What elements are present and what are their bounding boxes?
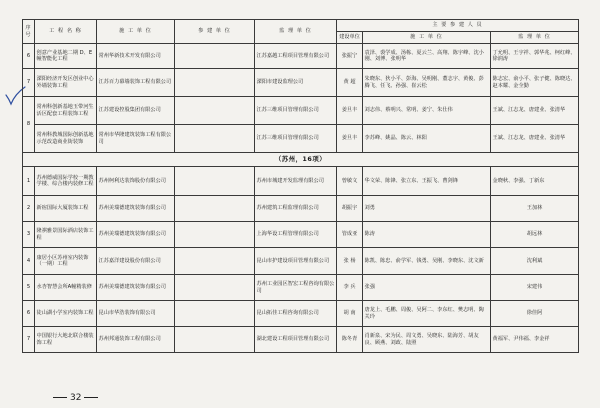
- row-project: 中国银行大地北联合楼装饰工程: [35, 327, 97, 353]
- row-builder: 苏州柯利达装饰股份有限公司: [97, 167, 175, 196]
- row-project: 隆祺雅景国际酒店装饰工程: [35, 222, 97, 248]
- row-project: 水杏智慧会所A幢精装修: [35, 275, 97, 301]
- page-number: [50, 393, 101, 403]
- row-seq: 4: [23, 248, 35, 275]
- row-builder: 常州华新技术开发有限公司: [97, 44, 175, 69]
- row-participant: [175, 301, 255, 327]
- row-supervisor: 江苏三维项目管理有限公司: [255, 125, 337, 153]
- table-row: [23, 44, 579, 69]
- row-participant: [175, 327, 255, 353]
- row-sup-staff: 陈志宏、俞小平、张子健、陈晓达、赵本耀、金全勤: [491, 69, 579, 97]
- row-project: 苏州德威国际学校一期教学楼、综合楼内装修工程: [35, 167, 97, 196]
- section-row: [23, 153, 579, 167]
- row-staff: 唐龙上、毛鹏、周俊、吴阿二、李东红、樊志明、陶关玲: [363, 301, 491, 327]
- row-seq: 8: [23, 97, 35, 153]
- table-row: [23, 125, 579, 153]
- row-sup-staff: 黄福军、尹伟福、李金祥: [491, 327, 579, 353]
- header-builder-staff: 施 工 单 位: [363, 32, 491, 44]
- row-project: 常州科创新基地玉带河生活区配套工程装饰工程: [35, 97, 97, 125]
- project-table: [22, 19, 579, 353]
- row-unit-person: 姜旦丰: [337, 97, 363, 125]
- row-staff: 刘勇: [363, 196, 491, 222]
- row-builder: 苏州邦通装饰工程有限公司: [97, 327, 175, 353]
- row-unit-person: 胡振宇: [337, 196, 363, 222]
- header-builder-unit: 建设单位: [337, 32, 363, 44]
- row-builder: 江苏建设控股集团有限公司: [97, 97, 175, 125]
- row-unit-person: 管成亚: [337, 222, 363, 248]
- row-participant: [175, 125, 255, 153]
- row-staff: 华文荣、陈锋、张立东、王振飞、曹剑锋: [363, 167, 491, 196]
- row-participant: [175, 248, 255, 275]
- row-supervisor: 溧阳市建设监理公司: [255, 69, 337, 97]
- row-builder: 江苏嘉洋建设股份有限公司: [97, 248, 175, 275]
- row-seq: 6: [23, 44, 35, 69]
- row-unit-person: 胡 南: [337, 301, 363, 327]
- row-sup-staff: 徐佳阿: [491, 301, 579, 327]
- row-participant: [175, 222, 255, 248]
- row-unit-person: 曾敏文: [337, 167, 363, 196]
- row-supervisor: 苏州建筑工程监理有限公司: [255, 196, 337, 222]
- row-builder: 苏州美瑞德建筑装饰有限公司: [97, 196, 175, 222]
- row-project: 徒山湖小学室内装饰工程: [35, 301, 97, 327]
- row-participant: [175, 275, 255, 301]
- row-unit-person: 黄 超: [337, 69, 363, 97]
- row-project: 常州科教城国际创新基地示范改造商业街装饰: [35, 125, 97, 153]
- table-row: [23, 275, 579, 301]
- row-unit-person: 李 兵: [337, 275, 363, 301]
- row-sup-staff: 胡远林: [491, 222, 579, 248]
- header-project: 工 程 名 称: [35, 20, 97, 44]
- row-sup-staff: 王斌、江志龙、唐建业、张清华: [491, 97, 579, 125]
- header-builder: 施 工 单 位: [97, 20, 175, 44]
- row-staff: 张强: [363, 275, 491, 301]
- table-row: [23, 301, 579, 327]
- page-number-text: 32: [70, 393, 82, 403]
- row-seq: 3: [23, 222, 35, 248]
- row-supervisor: 昆山拓佳工程咨询有限公司: [255, 301, 337, 327]
- row-participant: [175, 97, 255, 125]
- header-supervisor-staff: 监 理 单 位: [491, 32, 579, 44]
- row-seq: 1: [23, 167, 35, 196]
- row-sup-staff: 王加林: [491, 196, 579, 222]
- row-seq: 6: [23, 301, 35, 327]
- row-project: 新宿国际大厦装饰工程: [35, 196, 97, 222]
- row-staff: 袁泽、裘学成、汤栋、夏云兰、高翔、陈宇峰、沈小刚、刘博、张明华: [363, 44, 491, 69]
- header-seq: 序号: [23, 20, 35, 44]
- table-row: [23, 248, 579, 275]
- row-staff: 李苏峰、姚晶、陈云、林阳: [363, 125, 491, 153]
- row-staff: 陈涛: [363, 222, 491, 248]
- row-staff: 陈凯、陈忠、俞学军、钱勇、吴刚、李晓东、沈文新: [363, 248, 491, 275]
- row-project: 康居小区苏州室内装饰（一期）工程: [35, 248, 97, 275]
- row-sup-staff: 丁允明、王宇祥、郭华兆、柯红峰、徐润涛: [491, 44, 579, 69]
- table-row: [23, 167, 579, 196]
- table-row: [23, 196, 579, 222]
- row-supervisor: 上海华设工程管理有限公司: [255, 222, 337, 248]
- row-seq: 5: [23, 275, 35, 301]
- table-row: [23, 69, 579, 97]
- row-builder: 苏州美瑞德建筑装饰有限公司: [97, 275, 175, 301]
- row-supervisor: 苏州工业园区智宏工程咨询有限公司: [255, 275, 337, 301]
- section-title: （苏州，16项）: [23, 153, 579, 167]
- row-sup-staff: 沈利斌: [491, 248, 579, 275]
- table-row: [23, 327, 579, 353]
- row-seq: 7: [23, 69, 35, 97]
- table-row: [23, 97, 579, 125]
- row-supervisor: 苏州市城建开发监理有限公司: [255, 167, 337, 196]
- row-participant: [175, 167, 255, 196]
- row-project: 创意产业基地二期 D、E幢智能化工程: [35, 44, 97, 69]
- row-unit-person: 姜旦丰: [337, 125, 363, 153]
- header-supervisor: 监 理 单 位: [255, 20, 337, 44]
- row-staff: 刘志伟、蔡明兴、常明、姜宁、朱仕伟: [363, 97, 491, 125]
- row-builder: 昆山市华浩装饰有限公司: [97, 301, 175, 327]
- row-unit-person: 陈冬青: [337, 327, 363, 353]
- header-participant: 参 建 单 位: [175, 20, 255, 44]
- header-main-staff: 主 要 参 建 人 员: [337, 20, 579, 32]
- row-staff: 朱晓东、狄小平、彭海、吴明刚、董志宇、黄俊、彭腾飞、任飞、孙强、崔云松: [363, 69, 491, 97]
- row-seq: 2: [23, 196, 35, 222]
- row-supervisor: 江苏三维项目管理有限公司: [255, 97, 337, 125]
- row-sup-staff: 宋建伟: [491, 275, 579, 301]
- row-seq: 7: [23, 327, 35, 353]
- table-row: [23, 222, 579, 248]
- row-unit-person: 张 杨: [337, 248, 363, 275]
- row-sup-staff: 金晓秋、李强、丁新东: [491, 167, 579, 196]
- row-participant: [175, 44, 255, 69]
- row-unit-person: 张振宁: [337, 44, 363, 69]
- row-builder: 苏州美瑞德建筑装饰有限公司: [97, 222, 175, 248]
- row-supervisor: 湖北建设工程项目管理有限公司: [255, 327, 337, 353]
- row-project: 溧阳经济开发区创业中心外墙装饰工程: [35, 69, 97, 97]
- row-builder: 江苏百力幕墙装饰工程有限公司: [97, 69, 175, 97]
- row-builder: 常州市华隆建筑装饰工程有限公司: [97, 125, 175, 153]
- row-staff: 肖新泉、宋为民、周文勇、吴晓东、陆海芳、胡友良、顾燕、刘政、陆照: [363, 327, 491, 353]
- row-participant: [175, 69, 255, 97]
- row-sup-staff: 王斌、江志龙、唐建业、张清华: [491, 125, 579, 153]
- row-supervisor: 昆山市护建设项目管理有限公司: [255, 248, 337, 275]
- row-participant: [175, 196, 255, 222]
- row-supervisor: 江苏嘉越工程项目管理有限公司: [255, 44, 337, 69]
